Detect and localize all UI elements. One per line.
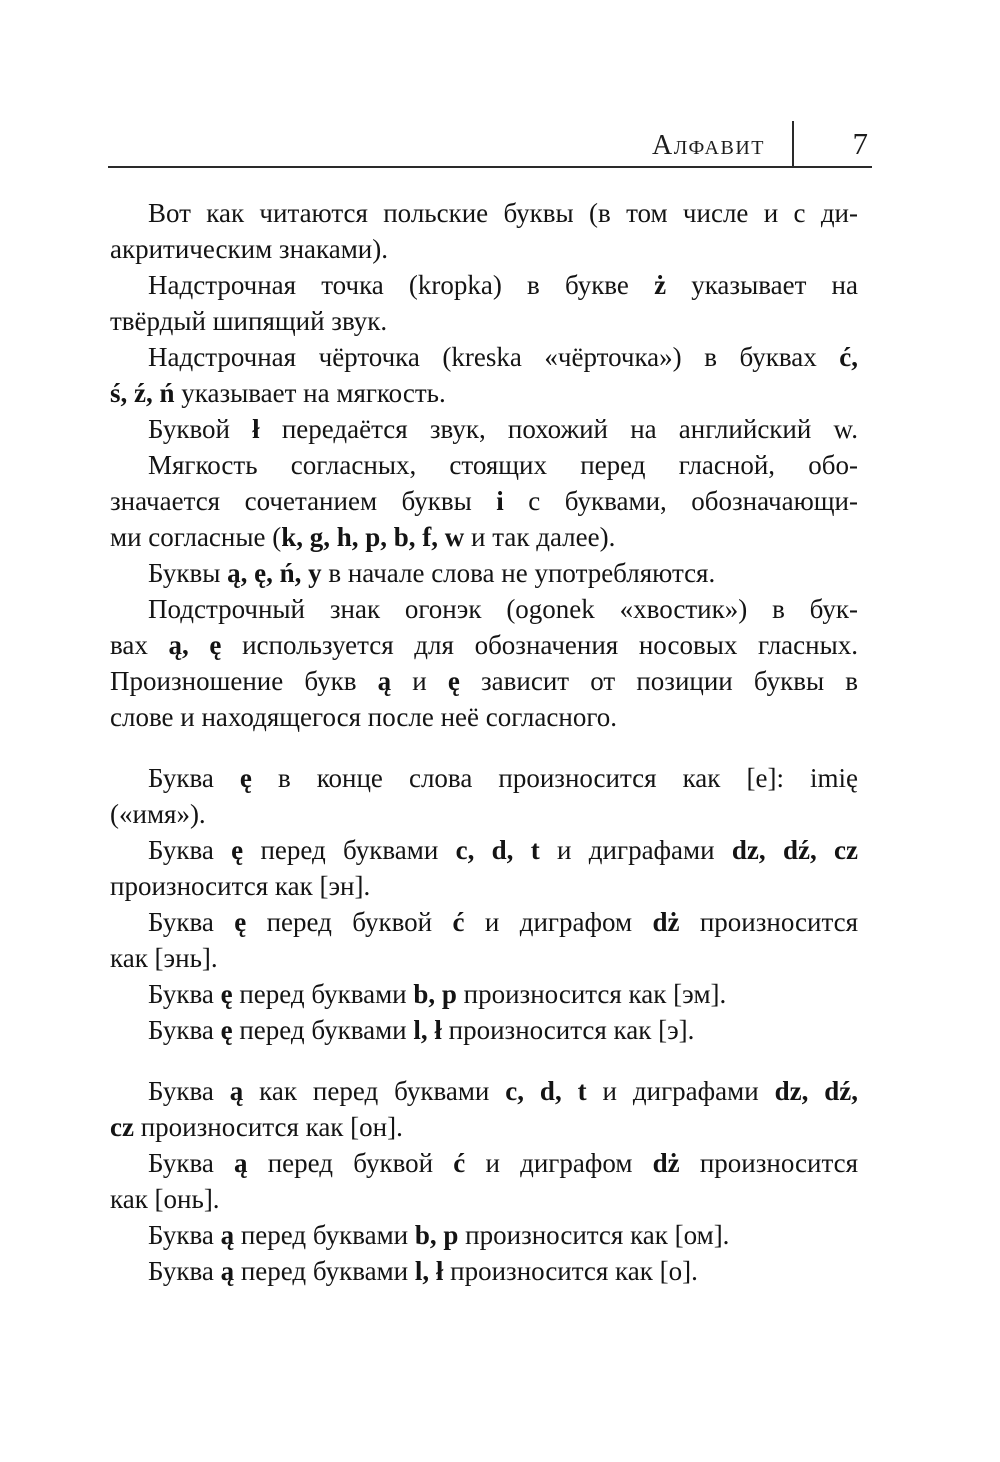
text-run: используется для обозначения носовых гласных. <box>221 630 858 660</box>
bold-letter: ą, ę <box>168 630 222 660</box>
text-line <box>110 303 858 339</box>
bold-letter: ą <box>234 1148 248 1178</box>
text-run: и диграфами <box>586 1076 775 1106</box>
header-rule <box>108 166 872 168</box>
text-run: произносится как [ом]. <box>458 1220 730 1250</box>
bold-letter: ę <box>234 907 247 937</box>
bold-letter: ą <box>220 1256 235 1286</box>
paragraph <box>110 904 858 976</box>
text-line <box>110 868 858 904</box>
bold-letter: k, g, h, p, b, f, w <box>281 522 465 552</box>
text-run: как [онь]. <box>110 1184 220 1214</box>
bold-letter: i <box>496 486 504 516</box>
paragraph <box>110 591 858 735</box>
text-run: акритическим знаками). <box>110 234 388 264</box>
bold-letter: b, p <box>414 1220 459 1250</box>
text-run: Подстрочный знак огонэк (ogonek «хвостик») в бук- <box>148 594 858 624</box>
text-run: Буква <box>148 1256 221 1286</box>
running-header-title: Алфавит <box>651 130 765 161</box>
text-run: и диграфом <box>464 907 653 937</box>
text-run: в начале слова не употребляются. <box>321 558 716 588</box>
bold-letter: ą <box>229 1076 244 1106</box>
bold-letter: l, ł <box>413 1015 442 1045</box>
page-number: 7 <box>852 126 868 161</box>
text-run: Буква <box>148 835 232 865</box>
text-run: произносится <box>679 907 859 937</box>
text-run: перед буквами <box>234 1256 415 1286</box>
bold-letter: ę <box>447 666 460 696</box>
text-line <box>110 796 858 832</box>
text-line <box>110 555 858 591</box>
bold-letter: l, ł <box>414 1256 444 1286</box>
text-run: твёрдый шипящий звук. <box>110 306 388 336</box>
text-run: произносится как [он]. <box>133 1112 403 1142</box>
text-run: Мягкость согласных, стоящих перед гласной, обо- <box>148 450 858 480</box>
text-run: зависит от позиции буквы в <box>459 666 859 696</box>
text-run: Буквой <box>148 414 253 444</box>
text-run: Буква <box>148 1076 230 1106</box>
paragraph <box>110 555 858 591</box>
bold-letter: dz, dź, <box>774 1076 858 1106</box>
text-line <box>110 411 858 447</box>
bold-letter: ą <box>220 1220 235 1250</box>
text-run: передаётся звук, похожий на английский w. <box>259 414 858 444</box>
text-line <box>110 591 858 627</box>
text-run: Буквы <box>148 558 228 588</box>
text-line <box>110 375 858 411</box>
text-run: ми согласные ( <box>110 522 282 552</box>
paragraph <box>110 976 858 1012</box>
text-line <box>110 447 858 483</box>
text-run: с буквами, обозначающи- <box>503 486 858 516</box>
text-line <box>110 627 858 663</box>
text-line <box>110 267 858 303</box>
text-run: перед буквами <box>232 1015 414 1045</box>
text-run: Буква <box>148 979 221 1009</box>
text-line <box>110 1073 858 1109</box>
text-run: произносится как [эн]. <box>110 871 371 901</box>
text-line <box>110 1181 858 1217</box>
bold-letter: ć <box>452 907 465 937</box>
bold-letter: ę <box>231 835 244 865</box>
text-line <box>110 1253 858 1289</box>
text-run: значается сочетанием буквы <box>110 486 497 516</box>
text-run: произносится <box>679 1148 858 1178</box>
text-line <box>110 760 858 796</box>
paragraph <box>110 760 858 832</box>
bold-letter: ć, <box>839 342 858 372</box>
bold-letter: ć <box>453 1148 466 1178</box>
paragraph <box>110 1073 858 1145</box>
text-run: перед буквами <box>234 1220 415 1250</box>
text-block <box>110 195 858 1289</box>
bold-letter: ę <box>239 763 252 793</box>
bold-letter: dż <box>652 1148 680 1178</box>
bold-letter: ą, ę, ń, y <box>227 558 322 588</box>
bold-letter: c, d, t <box>455 835 540 865</box>
text-run: и так далее). <box>464 522 616 552</box>
text-run: Вот как читаются польские буквы (в том числе и с ди- <box>148 198 858 228</box>
text-run: Буква <box>148 1220 221 1250</box>
text-line <box>110 976 858 1012</box>
text-run: Буква <box>148 1148 235 1178</box>
bold-letter: ą <box>377 666 392 696</box>
text-run: произносится как [эм]. <box>456 979 727 1009</box>
text-run: Буква <box>148 1015 221 1045</box>
text-line <box>110 699 858 735</box>
text-line <box>110 339 858 375</box>
text-line <box>110 663 858 699</box>
paragraph <box>110 267 858 339</box>
text-run: перед буквой <box>246 907 453 937</box>
text-run: указывает на мягкость. <box>174 378 446 408</box>
text-line <box>110 483 858 519</box>
paragraph <box>110 411 858 447</box>
text-line <box>110 1145 858 1181</box>
text-run: вах <box>110 630 169 660</box>
paragraph <box>110 339 858 411</box>
paragraph <box>110 1145 858 1217</box>
bold-letter: c, d, t <box>505 1076 587 1106</box>
text-run: перед буквами <box>243 835 456 865</box>
header-divider-bar <box>792 121 794 168</box>
text-run: как перед буквами <box>243 1076 506 1106</box>
paragraph <box>110 447 858 555</box>
bold-letter: ż <box>654 270 667 300</box>
text-run: произносится как [э]. <box>441 1015 695 1045</box>
text-run: перед буквами <box>232 979 414 1009</box>
text-run: слове и находящегося после неё согласного. <box>110 702 617 732</box>
text-line <box>110 519 858 555</box>
text-run: и <box>391 666 448 696</box>
text-line <box>110 1217 858 1253</box>
text-run: в конце слова произносится как [e]: imię <box>251 763 858 793</box>
text-run: Буква <box>148 907 235 937</box>
paragraph <box>110 1012 858 1048</box>
text-run: произносится как [о]. <box>443 1256 698 1286</box>
bold-letter: ę <box>220 979 233 1009</box>
text-line <box>110 1109 858 1145</box>
text-line <box>110 195 858 231</box>
text-run: Надстрочная точка (kropka) в букве <box>148 270 655 300</box>
text-run: указывает на <box>666 270 858 300</box>
bold-letter: dż <box>652 907 680 937</box>
bold-letter: ś, ź, ń <box>110 378 175 408</box>
text-line <box>110 904 858 940</box>
bold-letter: ę <box>220 1015 233 1045</box>
bold-letter: ł <box>252 414 260 444</box>
text-run: перед буквой <box>247 1148 454 1178</box>
text-run: Произношение букв <box>110 666 378 696</box>
text-run: Буква <box>148 763 240 793</box>
paragraph <box>110 1253 858 1289</box>
paragraph <box>110 832 858 904</box>
bold-letter: b, p <box>413 979 457 1009</box>
text-run: и диграфом <box>465 1148 653 1178</box>
text-line <box>110 832 858 868</box>
text-line <box>110 231 858 267</box>
text-run: Надстрочная чёрточка (kreska «чёрточка») в буквах <box>148 342 840 372</box>
text-run: и диграфами <box>539 835 732 865</box>
text-line <box>110 1012 858 1048</box>
bold-letter: cz <box>110 1112 134 1142</box>
bold-letter: dz, dź, cz <box>731 835 858 865</box>
paragraph <box>110 195 858 267</box>
text-line <box>110 940 858 976</box>
text-run: («имя»). <box>110 799 206 829</box>
paragraph <box>110 1217 858 1253</box>
text-run: как [энь]. <box>110 943 218 973</box>
